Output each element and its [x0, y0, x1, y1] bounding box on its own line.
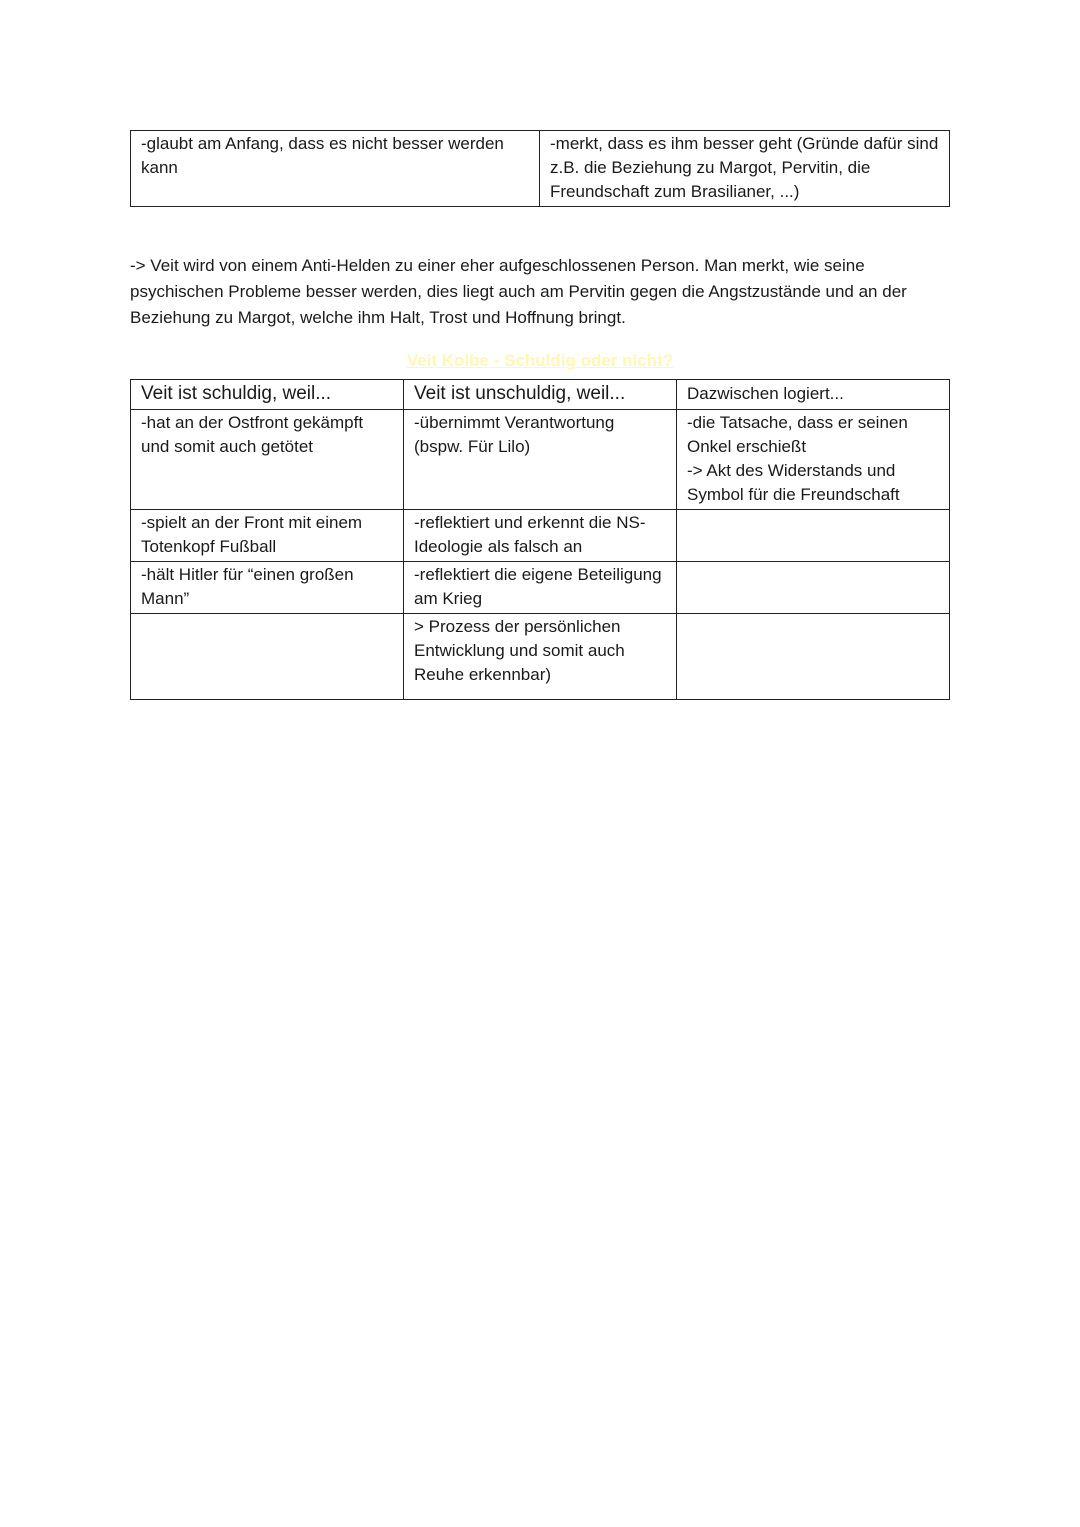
- table-row: [131, 510, 950, 562]
- table-cell: -hat an der Ostfront gekämpft und somit auch getötet: [131, 410, 404, 510]
- header-guilty: Veit ist schuldig, weil...: [131, 380, 404, 410]
- document-page: [130, 130, 950, 700]
- table-header-row: [131, 380, 950, 410]
- table-row: [131, 562, 950, 614]
- table-cell: -die Tatsache, dass er seinen Onkel erschießt -> Akt des Widerstands und Symbol für die Freundschaft: [677, 410, 950, 510]
- after-cell: -merkt, dass es ihm besser geht (Gründe dafür sind z.B. die Beziehung zu Margot, Pervitin, die Freundschaft zum Brasilianer, ...): [540, 131, 950, 207]
- table-cell: -reflektiert die eigene Beteiligung am Krieg: [404, 562, 677, 614]
- before-cell: -glaubt am Anfang, dass es nicht besser werden kann: [131, 131, 540, 207]
- development-table: [130, 130, 950, 207]
- table-cell: -spielt an der Front mit einem Totenkopf Fußball: [131, 510, 404, 562]
- table-row: [131, 131, 950, 207]
- table-row: [131, 614, 950, 700]
- section-heading: Veit Kolbe - Schuldig oder nicht?: [406, 351, 674, 370]
- header-between: Dazwischen logiert...: [677, 380, 950, 410]
- table-cell: [677, 614, 950, 700]
- table-cell: [131, 614, 404, 700]
- guilt-table: [130, 379, 950, 700]
- table-cell: -reflektiert und erkennt die NS-Ideologie als falsch an: [404, 510, 677, 562]
- table-cell: -hält Hitler für “einen großen Mann”: [131, 562, 404, 614]
- table-cell: -übernimmt Verantwortung (bspw. Für Lilo): [404, 410, 677, 510]
- table-row: [131, 410, 950, 510]
- table-cell: > Prozess der persönlichen Entwicklung und somit auch Reuhe erkennbar): [404, 614, 677, 700]
- summary-paragraph: -> Veit wird von einem Anti-Helden zu einer eher aufgeschlossenen Person. Man merkt, wie seine psychischen Probleme besser werden, dies liegt auch am Pervitin gegen die Angstzustände und an der Beziehung zu Margot, welche ihm Halt, Trost und Hoffnung bringt.: [130, 256, 907, 327]
- table-cell: [677, 562, 950, 614]
- header-innocent: Veit ist unschuldig, weil...: [404, 380, 677, 410]
- table-cell: [677, 510, 950, 562]
